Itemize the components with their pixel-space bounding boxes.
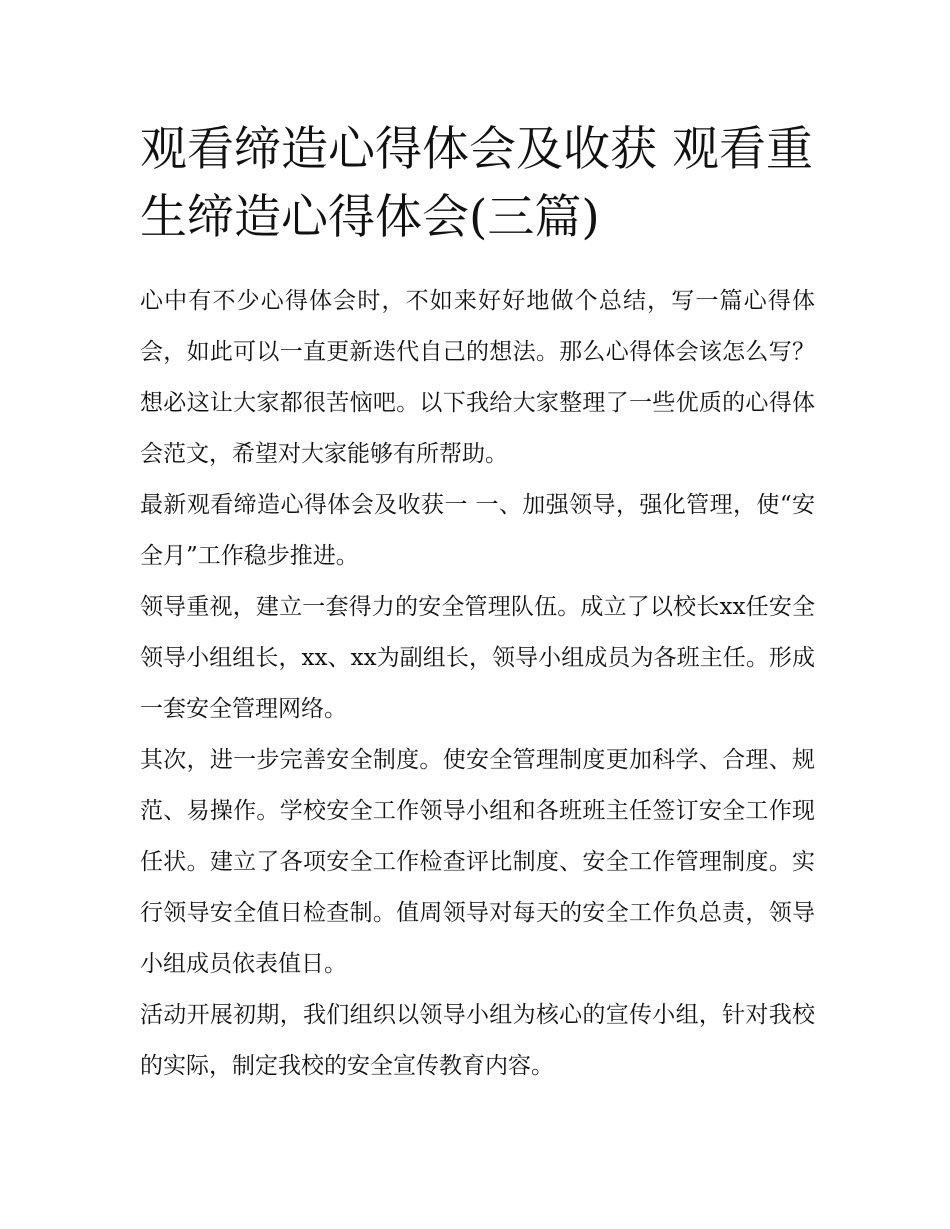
- paragraph-intro: 心中有不少心得体会时，不如来好好地做个总结，写一篇心得体会，如此可以一直更新迭代自己的想法。那么心得体会该怎么写？想必这让大家都很苦恼吧。以下我给大家整理了一些优质的心得体会范文，希望对大家能够有所帮助。: [140, 288, 815, 467]
- paragraph-safety-system: 其次，进一步完善安全制度。使安全管理制度更加科学、合理、规范、易操作。学校安全工作领导小组和各班班主任签订安全工作现任状。建立了各项安全工作检查评比制度、安全工作管理制度。实行领导安全值日检查制。值周领导对每天的安全工作负总责，领导小组成员依表值日。: [140, 747, 815, 977]
- paragraph-leadership: 领导重视，建立一套得力的安全管理队伍。成立了以校长xx任安全领导小组组长，xx、xx为副组长，领导小组成员为各班主任。形成一套安全管理网络。: [140, 594, 815, 722]
- document-title: 观看缔造心得体会及收获 观看重生缔造心得体会(三篇): [140, 122, 813, 245]
- paragraph-section-heading: 最新观看缔造心得体会及收获一 一、加强领导，强化管理，使“安全月”工作稳步推进。: [140, 492, 815, 569]
- paragraph-publicity: 活动开展初期，我们组织以领导小组为核心的宣传小组，针对我校的实际，制定我校的安全宣传教育内容。: [140, 1002, 815, 1079]
- document-body: [140, 276, 815, 1092]
